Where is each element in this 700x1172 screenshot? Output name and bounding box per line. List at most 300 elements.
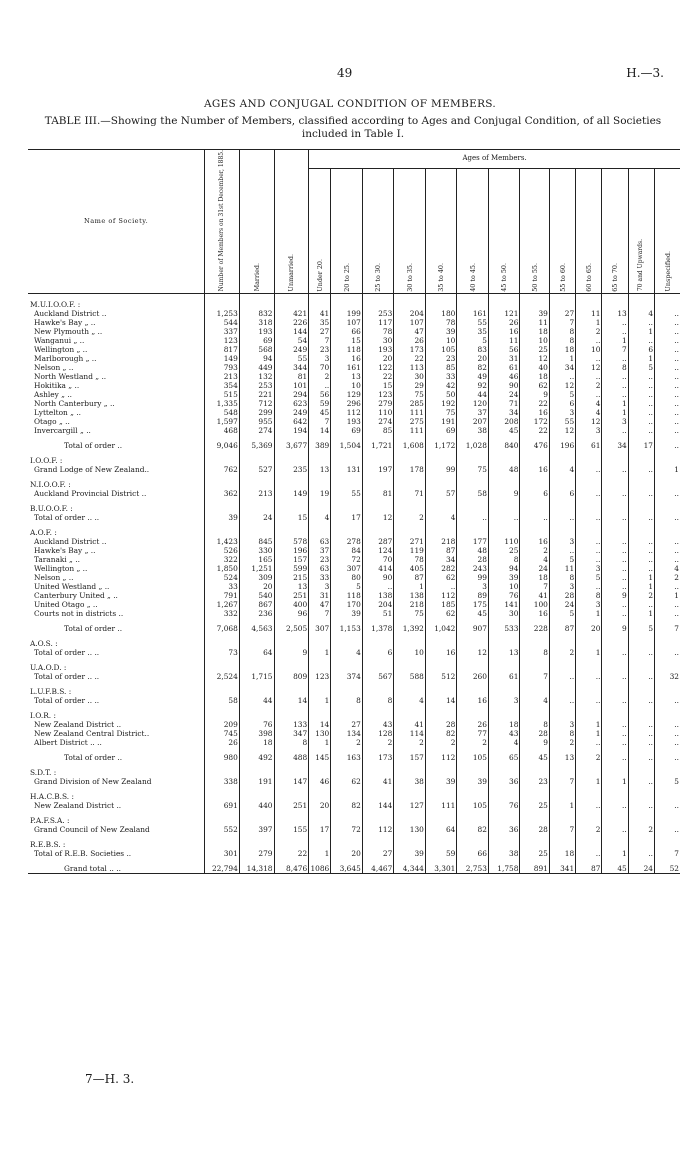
value-cell <box>628 504 654 513</box>
value-cell: 1 <box>576 777 602 786</box>
table-row <box>28 720 680 729</box>
value-cell: 249 <box>274 408 309 417</box>
value-cell: 12 <box>576 363 602 372</box>
value-cell: 44 <box>239 696 274 705</box>
value-cell: 123 <box>309 672 331 681</box>
value-cell: .. <box>602 372 628 381</box>
value-cell <box>362 711 394 720</box>
value-cell <box>520 300 549 309</box>
value-cell <box>520 456 549 465</box>
value-cell: 2 <box>628 825 654 834</box>
society-heading-row <box>28 300 680 309</box>
header-col <box>520 168 549 294</box>
value-cell: 157 <box>274 555 309 564</box>
value-cell: 1 <box>628 327 654 336</box>
value-cell: 5 <box>549 390 575 399</box>
value-cell: 9 <box>602 624 628 633</box>
value-cell: 43 <box>488 729 520 738</box>
value-cell: 13 <box>309 465 331 474</box>
value-cell: 69 <box>331 426 363 435</box>
value-cell <box>205 504 240 513</box>
value-cell: 347 <box>274 729 309 738</box>
value-cell: 421 <box>274 309 309 318</box>
value-cell: 78 <box>362 327 394 336</box>
value-cell <box>394 792 426 801</box>
value-cell <box>205 300 240 309</box>
value-cell: 73 <box>205 648 240 657</box>
value-cell: 374 <box>331 672 363 681</box>
value-cell: .. <box>576 336 602 345</box>
value-cell: .. <box>655 309 680 318</box>
value-cell: .. <box>628 537 654 546</box>
value-cell: 1 <box>602 399 628 408</box>
value-cell <box>457 504 489 513</box>
value-cell: 2 <box>520 546 549 555</box>
value-cell: 27 <box>362 849 394 858</box>
row-label: Total of order .. .. <box>34 696 100 706</box>
value-cell <box>520 639 549 648</box>
value-cell: 7 <box>602 345 628 354</box>
value-cell <box>239 768 274 777</box>
value-cell: 2 <box>628 591 654 600</box>
society-name: I.O.R. : <box>30 711 56 721</box>
value-cell <box>205 711 240 720</box>
value-cell <box>549 792 575 801</box>
society-heading-row <box>28 816 680 825</box>
value-cell: 12 <box>576 417 602 426</box>
value-cell <box>457 528 489 537</box>
value-cell: .. <box>576 465 602 474</box>
value-cell <box>549 840 575 849</box>
value-cell <box>655 528 680 537</box>
value-cell <box>655 504 680 513</box>
value-cell: 8 <box>331 696 363 705</box>
value-cell: 47 <box>309 600 331 609</box>
value-cell: 6 <box>520 489 549 498</box>
value-cell: 30 <box>394 372 426 381</box>
value-cell: 10 <box>331 381 363 390</box>
header-col <box>602 168 628 294</box>
value-cell: 840 <box>488 441 520 450</box>
value-cell <box>576 300 602 309</box>
value-cell <box>488 768 520 777</box>
value-cell <box>457 480 489 489</box>
value-cell: 119 <box>394 546 426 555</box>
value-cell: 34 <box>549 363 575 372</box>
value-cell: 26 <box>457 720 489 729</box>
value-cell: 90 <box>362 573 394 582</box>
value-cell: 712 <box>239 399 274 408</box>
value-cell: 25 <box>520 849 549 858</box>
value-cell: 2 <box>331 738 363 747</box>
value-cell: .. <box>602 582 628 591</box>
value-cell: 112 <box>362 825 394 834</box>
value-cell: 4,344 <box>394 864 426 874</box>
row-label: Total of order .. <box>64 624 123 634</box>
value-cell <box>549 456 575 465</box>
value-cell: 105 <box>425 345 457 354</box>
value-cell: 8 <box>274 738 309 747</box>
value-cell: 117 <box>362 318 394 327</box>
value-cell: 61 <box>576 441 602 450</box>
table-row <box>28 408 680 417</box>
value-cell: 17 <box>628 441 654 450</box>
value-cell: .. <box>628 648 654 657</box>
value-cell: 123 <box>362 390 394 399</box>
value-cell <box>274 300 309 309</box>
value-cell: 3 <box>309 354 331 363</box>
table-row <box>28 696 680 705</box>
value-cell: 78 <box>425 318 457 327</box>
value-cell <box>331 639 363 648</box>
value-cell: 488 <box>274 753 309 762</box>
value-cell: 185 <box>425 600 457 609</box>
value-cell: 14 <box>309 426 331 435</box>
members-age-table <box>28 149 680 874</box>
value-cell: 1 <box>576 729 602 738</box>
value-cell: .. <box>655 555 680 564</box>
value-cell: 37 <box>457 408 489 417</box>
value-cell: 253 <box>239 381 274 390</box>
value-cell: 130 <box>309 729 331 738</box>
table-row <box>28 672 680 681</box>
value-cell: 7,068 <box>205 624 240 633</box>
value-cell: 2 <box>362 738 394 747</box>
value-cell: 18 <box>488 720 520 729</box>
value-cell: 249 <box>274 345 309 354</box>
value-cell: 251 <box>274 591 309 600</box>
value-cell <box>488 792 520 801</box>
value-cell <box>457 300 489 309</box>
row-label: Wellington „ .. <box>34 564 88 574</box>
table-row <box>28 555 680 564</box>
header-col-label: 30 to 35. <box>405 262 414 292</box>
value-cell <box>362 480 394 489</box>
value-cell <box>331 768 363 777</box>
society-name: A.O.S. : <box>30 639 58 649</box>
value-cell: 24 <box>549 600 575 609</box>
value-cell: 398 <box>239 729 274 738</box>
value-cell: 33 <box>425 372 457 381</box>
value-cell: 7 <box>655 624 680 633</box>
value-cell <box>205 663 240 672</box>
value-cell <box>362 639 394 648</box>
value-cell: 191 <box>239 777 274 786</box>
value-cell: 41 <box>520 591 549 600</box>
header-name-of-society: Name of Society. <box>83 217 149 226</box>
value-cell: 16 <box>520 408 549 417</box>
value-cell: 7 <box>549 825 575 834</box>
value-cell: .. <box>576 390 602 399</box>
value-cell: 66 <box>457 849 489 858</box>
value-cell: 341 <box>549 864 575 874</box>
value-cell: 23 <box>309 345 331 354</box>
value-cell: 38 <box>457 426 489 435</box>
value-cell: 63 <box>309 564 331 573</box>
value-cell <box>239 528 274 537</box>
value-cell <box>274 816 309 825</box>
value-cell: 8 <box>576 591 602 600</box>
value-cell: 7 <box>549 777 575 786</box>
value-cell: .. <box>655 600 680 609</box>
value-cell: 6 <box>362 648 394 657</box>
value-cell: 24 <box>239 513 274 522</box>
value-cell: 75 <box>394 609 426 618</box>
value-cell <box>576 504 602 513</box>
value-cell: 105 <box>457 753 489 762</box>
header-col-label: Number of Members on 31st December, 1885. <box>217 150 225 292</box>
value-cell: 215 <box>274 573 309 582</box>
value-cell: 76 <box>239 720 274 729</box>
value-cell <box>239 504 274 513</box>
header-col <box>362 168 394 294</box>
value-cell: 47 <box>394 327 426 336</box>
value-cell: 791 <box>205 591 240 600</box>
value-cell: 33 <box>205 582 240 591</box>
value-cell: 23 <box>425 354 457 363</box>
value-cell: 149 <box>205 354 240 363</box>
value-cell: 107 <box>331 318 363 327</box>
value-cell: 82 <box>457 825 489 834</box>
value-cell: 28 <box>425 720 457 729</box>
row-label: Auckland District .. <box>34 537 107 547</box>
value-cell: 9 <box>520 390 549 399</box>
value-cell: 11 <box>576 309 602 318</box>
value-cell: 11 <box>549 564 575 573</box>
value-cell: 112 <box>331 408 363 417</box>
value-cell: 58 <box>457 489 489 498</box>
society-name: M.U.I.O.O.F. : <box>30 300 81 310</box>
value-cell: 1 <box>602 777 628 786</box>
value-cell: 287 <box>362 537 394 546</box>
value-cell: .. <box>628 738 654 747</box>
value-cell: 2 <box>549 738 575 747</box>
table-row <box>28 729 680 738</box>
value-cell: .. <box>655 738 680 747</box>
value-cell: .. <box>655 609 680 618</box>
value-cell: 2 <box>549 648 575 657</box>
value-cell <box>205 480 240 489</box>
value-cell: 552 <box>205 825 240 834</box>
value-cell: 16 <box>457 696 489 705</box>
value-cell: 204 <box>394 309 426 318</box>
value-cell: 112 <box>425 753 457 762</box>
value-cell: 12 <box>362 513 394 522</box>
value-cell: .. <box>628 372 654 381</box>
value-cell: 87 <box>425 546 457 555</box>
value-cell: 1,504 <box>331 441 363 450</box>
value-cell: 278 <box>331 537 363 546</box>
value-cell: 3 <box>549 537 575 546</box>
value-cell: 10 <box>425 336 457 345</box>
value-cell <box>309 792 331 801</box>
value-cell: 81 <box>274 372 309 381</box>
value-cell: 51 <box>362 609 394 618</box>
page-reference: H.—3. <box>626 66 664 80</box>
value-cell: 14 <box>309 720 331 729</box>
value-cell <box>425 480 457 489</box>
value-cell <box>520 504 549 513</box>
value-cell: 1,267 <box>205 600 240 609</box>
value-cell: .. <box>655 381 680 390</box>
value-cell <box>394 300 426 309</box>
value-cell: 213 <box>239 489 274 498</box>
value-cell: 12 <box>457 648 489 657</box>
value-cell <box>394 663 426 672</box>
society-name: A.O.F. : <box>30 528 57 538</box>
value-cell: 197 <box>362 465 394 474</box>
value-cell <box>655 687 680 696</box>
header-col-label: 70 and Upwards. <box>637 239 645 292</box>
value-cell: 70 <box>309 363 331 372</box>
value-cell: 45 <box>309 408 331 417</box>
value-cell: .. <box>457 513 489 522</box>
value-cell <box>331 456 363 465</box>
table-caption: TABLE III.—Showing the Number of Members, classified according to Ages and Conjugal Condition, of all Societies included in Table I. <box>44 115 662 140</box>
value-cell: 2 <box>394 738 426 747</box>
value-cell: 85 <box>362 426 394 435</box>
value-cell: 1,423 <box>205 537 240 546</box>
value-cell: 8 <box>549 327 575 336</box>
value-cell: 8 <box>362 696 394 705</box>
value-cell <box>394 504 426 513</box>
value-cell: 1 <box>576 720 602 729</box>
table-body <box>28 294 680 874</box>
value-cell: 4 <box>520 555 549 564</box>
value-cell: .. <box>602 537 628 546</box>
value-cell: 54 <box>274 336 309 345</box>
value-cell: 4 <box>394 696 426 705</box>
value-cell: 76 <box>488 801 520 810</box>
value-cell: 4,467 <box>362 864 394 874</box>
value-cell: .. <box>655 546 680 555</box>
value-cell <box>628 816 654 825</box>
value-cell: 13 <box>274 582 309 591</box>
value-cell <box>628 663 654 672</box>
value-cell: 397 <box>239 825 274 834</box>
value-cell: 18 <box>549 849 575 858</box>
value-cell: 891 <box>520 864 549 874</box>
value-cell <box>655 300 680 309</box>
table-row <box>28 648 680 657</box>
value-cell <box>628 639 654 648</box>
value-cell: 177 <box>457 537 489 546</box>
table-row <box>28 354 680 363</box>
value-cell: 38 <box>394 777 426 786</box>
value-cell <box>628 768 654 777</box>
value-cell: 32 <box>655 672 680 681</box>
value-cell: 45 <box>602 864 628 874</box>
value-cell <box>655 768 680 777</box>
value-cell: 63 <box>309 537 331 546</box>
value-cell: 12 <box>520 354 549 363</box>
row-label: Lyttelton „ .. <box>34 408 82 418</box>
value-cell: .. <box>602 648 628 657</box>
value-cell <box>576 480 602 489</box>
value-cell: .. <box>628 318 654 327</box>
value-cell <box>520 792 549 801</box>
value-cell <box>394 480 426 489</box>
row-label: Auckland Provincial District .. <box>34 489 147 499</box>
value-cell <box>457 711 489 720</box>
value-cell: 1 <box>628 354 654 363</box>
value-cell: 99 <box>425 465 457 474</box>
value-cell: 389 <box>309 441 331 450</box>
value-cell: 48 <box>457 546 489 555</box>
value-cell: 10 <box>394 648 426 657</box>
row-label: Wanganui „ .. <box>34 336 85 346</box>
value-cell: .. <box>628 546 654 555</box>
value-cell: 78 <box>394 555 426 564</box>
value-cell: .. <box>549 372 575 381</box>
value-cell: 9 <box>274 648 309 657</box>
value-cell <box>488 687 520 696</box>
value-cell: 279 <box>362 399 394 408</box>
value-cell: 354 <box>205 381 240 390</box>
value-cell: 3,645 <box>331 864 363 874</box>
value-cell: 120 <box>457 399 489 408</box>
value-cell <box>239 663 274 672</box>
value-cell: .. <box>602 546 628 555</box>
value-cell: 62 <box>425 573 457 582</box>
row-label: Nelson „ .. <box>34 363 74 373</box>
value-cell: .. <box>655 825 680 834</box>
value-cell: 330 <box>239 546 274 555</box>
value-cell: 1 <box>602 336 628 345</box>
value-cell: 87 <box>549 624 575 633</box>
value-cell <box>309 528 331 537</box>
value-cell <box>309 711 331 720</box>
value-cell: .. <box>628 390 654 399</box>
header-col-label: Unmarried. <box>287 253 296 292</box>
value-cell: 64 <box>425 825 457 834</box>
value-cell: .. <box>655 363 680 372</box>
value-cell: .. <box>655 354 680 363</box>
value-cell <box>549 768 575 777</box>
value-cell: .. <box>576 489 602 498</box>
value-cell: 1 <box>549 354 575 363</box>
value-cell <box>362 504 394 513</box>
value-cell: 307 <box>331 564 363 573</box>
value-cell: 194 <box>274 426 309 435</box>
row-label: Grand Division of New Zealand <box>34 777 152 787</box>
value-cell <box>239 711 274 720</box>
society-heading-row <box>28 840 680 849</box>
table-row <box>28 345 680 354</box>
value-cell: 149 <box>274 489 309 498</box>
value-cell: .. <box>602 600 628 609</box>
value-cell <box>549 687 575 696</box>
value-cell: 71 <box>394 489 426 498</box>
value-cell: 567 <box>362 672 394 681</box>
header-col-label: 35 to 40. <box>437 262 446 292</box>
value-cell: 7 <box>549 318 575 327</box>
value-cell: 405 <box>394 564 426 573</box>
value-cell: .. <box>425 582 457 591</box>
value-cell: 55 <box>549 417 575 426</box>
value-cell: 129 <box>331 390 363 399</box>
value-cell: 24 <box>488 390 520 399</box>
value-cell: 4 <box>488 738 520 747</box>
value-cell <box>457 840 489 849</box>
value-cell: 16 <box>425 648 457 657</box>
value-cell: .. <box>576 354 602 363</box>
row-label: New Zealand District .. <box>34 801 122 811</box>
value-cell <box>457 816 489 825</box>
value-cell: 3 <box>457 582 489 591</box>
value-cell: 236 <box>239 609 274 618</box>
table-row <box>28 417 680 426</box>
